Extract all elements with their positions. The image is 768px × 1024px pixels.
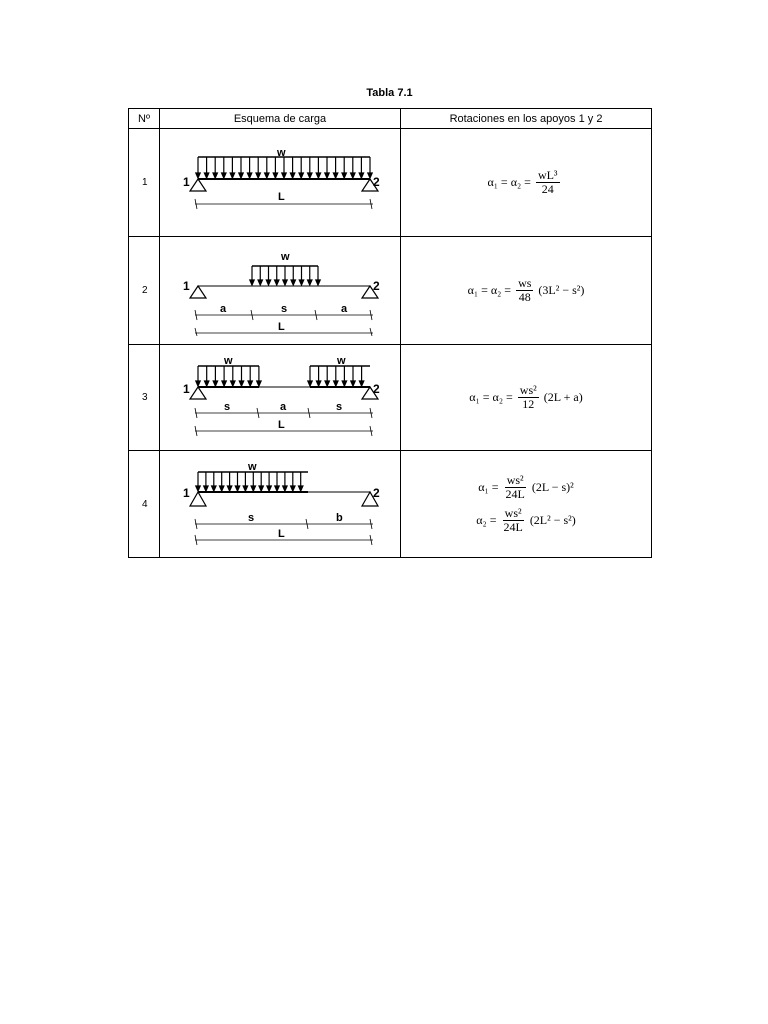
dim-label: a (220, 302, 227, 315)
load-label: w (277, 147, 286, 159)
load-arrowhead (351, 381, 355, 386)
load-arrowhead (299, 280, 303, 285)
load-label: w (281, 250, 290, 263)
formula: α₂ = $\frac{\text{ws²}}{24L}$ (2L² − s²) (476, 506, 576, 534)
load-arrowhead (259, 486, 263, 491)
support-label-right: 2 (373, 486, 380, 500)
table-caption: Tabla 7.1 (366, 87, 413, 99)
support-label-right: 2 (373, 278, 380, 293)
load-arrowhead (205, 381, 209, 386)
load-arrowhead (290, 173, 294, 178)
rotation-formula (401, 237, 652, 345)
load-diagram (160, 237, 401, 345)
load-arrowhead (359, 173, 363, 178)
load-arrowhead (299, 486, 303, 491)
support-label-right: 2 (373, 174, 380, 189)
dim-label: L (278, 320, 285, 333)
dim-label: L (278, 418, 285, 431)
table-row (129, 129, 652, 237)
row-number: 1 (129, 129, 160, 237)
load-arrowhead (222, 381, 226, 386)
dim-label: s (281, 302, 288, 315)
load-arrowhead (282, 173, 286, 178)
load-arrowhead (196, 173, 200, 178)
beam-diagram-4 (170, 461, 390, 547)
load-arrowhead (258, 280, 262, 285)
load-label: w (337, 354, 346, 367)
load-arrowhead (267, 486, 271, 491)
support-label-right: 2 (373, 381, 380, 396)
load-arrowhead (283, 486, 287, 491)
load-arrowhead (250, 280, 254, 285)
table-row (129, 451, 652, 558)
beam-diagram-3 (170, 355, 390, 441)
load-arrowhead (308, 280, 312, 285)
load-arrowhead (248, 381, 252, 386)
rotation-formula (401, 345, 652, 451)
load-arrowhead (222, 173, 226, 178)
support-label-left: 1 (183, 278, 190, 293)
load-arrowhead (325, 173, 329, 178)
dim-label: L (278, 528, 285, 540)
load-arrowhead (359, 381, 363, 386)
load-arrowhead (275, 486, 279, 491)
load-arrowhead (239, 173, 243, 178)
load-arrowhead (308, 173, 312, 178)
load-arrowhead (316, 280, 320, 285)
support-label-left: 1 (183, 381, 190, 396)
table-row (129, 345, 652, 451)
load-arrowhead (368, 173, 372, 178)
load-arrowhead (256, 173, 260, 178)
row-number: 3 (129, 345, 160, 451)
beam-diagram-1 (170, 148, 390, 218)
load-arrowhead (325, 381, 329, 386)
rotation-formula (401, 451, 652, 558)
load-arrowhead (247, 173, 251, 178)
formula: α₁ = $\frac{\text{ws²}}{24L}$ (2L − s)² (478, 473, 574, 501)
dim-label: a (280, 400, 287, 413)
load-arrowhead (333, 173, 337, 178)
dim-label: s (224, 400, 231, 413)
dim-label: b (336, 512, 343, 524)
load-arrowhead (299, 173, 303, 178)
load-arrowhead (196, 381, 200, 386)
load-arrowhead (196, 486, 200, 491)
load-arrowhead (235, 486, 239, 491)
header-row (129, 109, 652, 129)
header-num: Nº (129, 109, 160, 129)
formula: α₁ = α₂ = $\frac{\text{ws²}}{12}$ (2L + a) (469, 383, 583, 411)
rotation-formula (401, 129, 652, 237)
load-arrowhead (275, 280, 279, 285)
header-scheme: Esquema de carga (160, 109, 401, 129)
formula: α₁ = α₂ = $\frac{ws}{48}$ (3L² − s²) (467, 276, 585, 304)
load-arrowhead (316, 381, 320, 386)
load-arrowhead (291, 280, 295, 285)
row-number: 2 (129, 237, 160, 345)
beam-diagram-2 (170, 246, 390, 336)
dim-label: s (248, 512, 255, 524)
load-arrowhead (273, 173, 277, 178)
load-arrowhead (342, 173, 346, 178)
load-arrowhead (213, 381, 217, 386)
row-number: 4 (129, 451, 160, 558)
load-arrowhead (212, 486, 216, 491)
load-arrowhead (230, 173, 234, 178)
load-arrowhead (251, 486, 255, 491)
load-arrowhead (291, 486, 295, 491)
load-arrowhead (243, 486, 247, 491)
load-arrowhead (265, 173, 269, 178)
load-arrowhead (220, 486, 224, 491)
support-label-left: 1 (183, 486, 190, 500)
dim-label: s (336, 400, 343, 413)
load-label: w (224, 354, 233, 367)
load-arrowhead (316, 173, 320, 178)
load-arrowhead (204, 486, 208, 491)
dim-label: L (278, 190, 285, 203)
table-row (129, 237, 652, 345)
load-arrowhead (334, 381, 338, 386)
load-arrowhead (231, 381, 235, 386)
load-arrowhead (351, 173, 355, 178)
load-diagram (160, 129, 401, 237)
load-arrowhead (204, 173, 208, 178)
load-arrowhead (283, 280, 287, 285)
load-label: w (248, 461, 257, 473)
support-label-left: 1 (183, 174, 190, 189)
load-arrowhead (213, 173, 217, 178)
load-arrowhead (308, 381, 312, 386)
formula: α₁ = α₂ = $\frac{\text{wL³}}{24}$ (487, 168, 558, 196)
load-arrowhead (257, 381, 261, 386)
dim-label: a (341, 302, 348, 315)
load-arrowhead (342, 381, 346, 386)
load-diagram (160, 451, 401, 558)
load-arrowhead (239, 381, 243, 386)
header-rotations: Rotaciones en los apoyos 1 y 2 (401, 109, 652, 129)
load-arrowhead (266, 280, 270, 285)
load-arrowhead (227, 486, 231, 491)
load-table (128, 108, 652, 558)
load-diagram (160, 345, 401, 451)
